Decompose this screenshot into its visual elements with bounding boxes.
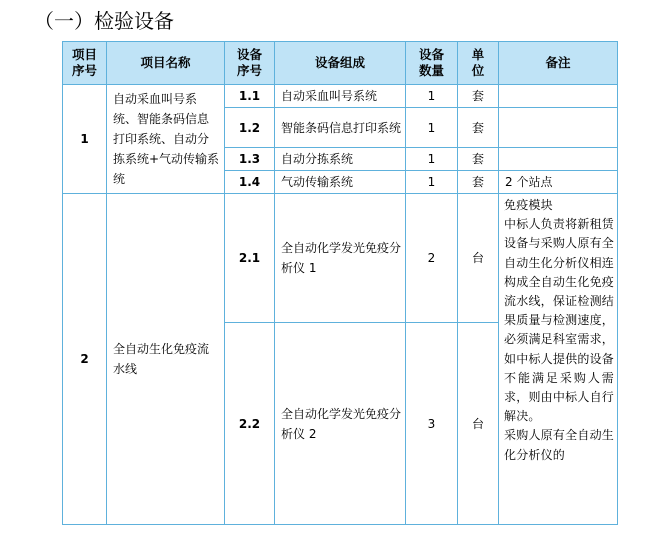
equip-no-cell: 2.1 [225, 194, 275, 323]
table-row [63, 194, 618, 323]
equip-qty-cell: 2 [406, 194, 458, 323]
remark-text [504, 196, 614, 524]
remark-line: 采购人原有全自动生化分析仪的 [504, 428, 614, 462]
equip-qty-cell: 3 [406, 323, 458, 525]
unit-cell: 台 [458, 323, 499, 525]
equip-qty-cell: 1 [406, 148, 458, 171]
header-equip-qty: 设备 数量 [406, 42, 458, 85]
header-remark: 备注 [499, 42, 618, 85]
header-item-no: 项目 序号 [63, 42, 107, 85]
equip-no-cell: 1.3 [225, 148, 275, 171]
header-equip-comp: 设备组成 [275, 42, 406, 85]
unit-cell: 套 [458, 171, 499, 194]
remark-cell-long [499, 194, 618, 525]
equip-qty-cell: 1 [406, 85, 458, 108]
remark-cell [499, 108, 618, 148]
table-row [63, 85, 618, 108]
equip-no-cell: 1.4 [225, 171, 275, 194]
equip-comp-cell: 全自动化学发光免疫分析仪 2 [275, 323, 406, 525]
equipment-table [62, 41, 618, 525]
remark-cell [499, 148, 618, 171]
equip-qty-cell: 1 [406, 171, 458, 194]
equip-comp-cell: 智能条码信息打印系统 [275, 108, 406, 148]
remark-line: 免疫模块 [504, 198, 553, 212]
equip-comp-cell: 全自动化学发光免疫分析仪 1 [275, 194, 406, 323]
header-item-name: 项目名称 [107, 42, 225, 85]
header-row [63, 42, 618, 85]
unit-cell: 台 [458, 194, 499, 323]
item-no-cell: 2 [63, 194, 107, 525]
equip-no-cell: 1.1 [225, 85, 275, 108]
item-name-cell: 全自动生化免疫流水线 [107, 194, 225, 525]
equip-comp-cell: 自动采血叫号系统 [275, 85, 406, 108]
section-title: （一）检验设备 [34, 9, 174, 33]
remark-line: 中标人负责将新租赁设备与采购人原有全自动生化分析仪相连构成全自动生化免疫流水线，保证检测结果质量与检测速度，必须满足科室需求，如中标人提供的设备不能满足采购人需求，则由中标人自行解决。 [504, 217, 614, 424]
equip-qty-cell: 1 [406, 108, 458, 148]
equip-comp-cell: 自动分拣系统 [275, 148, 406, 171]
equip-comp-cell: 气动传输系统 [275, 171, 406, 194]
unit-cell: 套 [458, 108, 499, 148]
item-name-cell: 自动采血叫号系统、智能条码信息打印系统、自动分拣系统+气动传输系统 [107, 85, 225, 194]
remark-cell: 2 个站点 [499, 171, 618, 194]
unit-cell: 套 [458, 85, 499, 108]
equip-no-cell: 2.2 [225, 323, 275, 525]
header-equip-no: 设备 序号 [225, 42, 275, 85]
equip-no-cell: 1.2 [225, 108, 275, 148]
item-no-cell: 1 [63, 85, 107, 194]
header-unit: 单 位 [458, 42, 499, 85]
remark-cell [499, 85, 618, 108]
unit-cell: 套 [458, 148, 499, 171]
